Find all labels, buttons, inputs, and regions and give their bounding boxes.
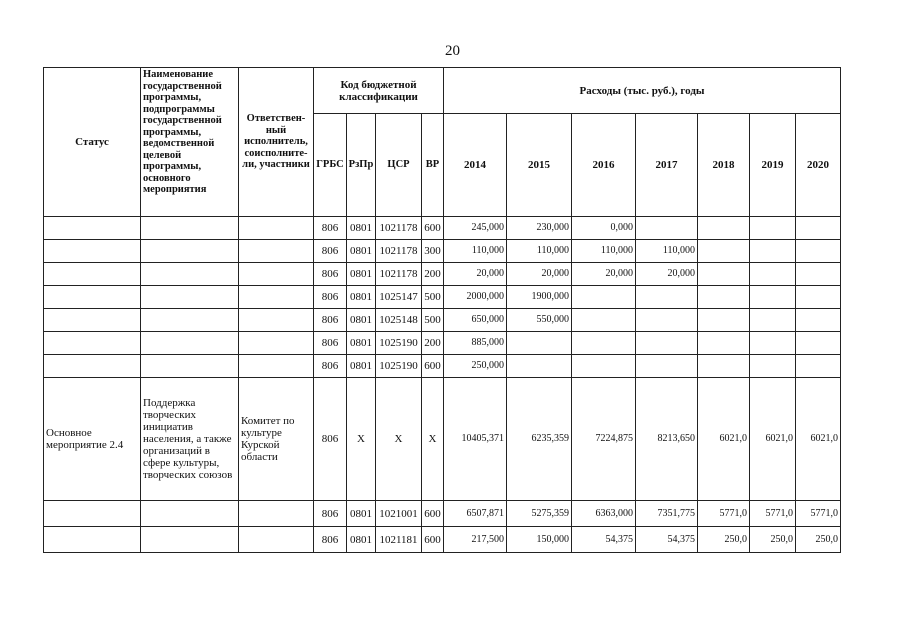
cell-value: 54,375 [636,527,698,553]
cell-value: 110,000 [444,240,507,263]
header-name: Наименование государственной программы, подпрограммы государственной программы, ведомственной целевой программы, основного мероприятия [141,68,239,217]
cell-value: 250,0 [698,527,750,553]
cell-grbs: 806 [314,240,347,263]
cell-value [796,286,841,309]
cell-csr: 1025147 [376,286,422,309]
table-row [44,217,841,240]
cell-name [141,217,239,240]
cell-value: 7351,775 [636,501,698,527]
cell-value: 1900,000 [507,286,572,309]
cell-csr: 1025190 [376,355,422,378]
cell-name [141,240,239,263]
cell-vr: 600 [422,355,444,378]
cell-responsible [239,309,314,332]
cell-responsible [239,263,314,286]
cell-responsible [239,217,314,240]
header-year: 2017 [636,114,698,217]
cell-value [698,355,750,378]
cell-grbs: 806 [314,309,347,332]
cell-csr: 1025148 [376,309,422,332]
cell-value: 8213,650 [636,378,698,501]
cell-grbs: 806 [314,263,347,286]
cell-value [796,217,841,240]
cell-value: 20,000 [636,263,698,286]
cell-value [698,240,750,263]
cell-grbs: 806 [314,217,347,240]
cell-vr: X [422,378,444,501]
cell-value: 7224,875 [572,378,636,501]
cell-grbs: 806 [314,286,347,309]
cell-name [141,286,239,309]
header-status: Статус [44,68,141,217]
cell-value: 20,000 [572,263,636,286]
cell-responsible: Комитет по культуре Курской области [239,378,314,501]
cell-value [572,309,636,332]
cell-vr: 300 [422,240,444,263]
cell-csr: 1021181 [376,527,422,553]
cell-name [141,309,239,332]
cell-value: 2000,000 [444,286,507,309]
cell-value: 217,500 [444,527,507,553]
page-number: 20 [445,43,460,59]
cell-rzpr: 0801 [347,309,376,332]
header-code-col: ВР [422,114,444,217]
cell-value: 110,000 [636,240,698,263]
cell-rzpr: 0801 [347,263,376,286]
cell-value [698,263,750,286]
header-year: 2014 [444,114,507,217]
cell-vr: 200 [422,263,444,286]
table-row [44,309,841,332]
header-year: 2018 [698,114,750,217]
cell-responsible [239,240,314,263]
table-row [44,355,841,378]
cell-value [698,309,750,332]
cell-value: 6021,0 [796,378,841,501]
cell-value: 5771,0 [750,501,796,527]
cell-value: 885,000 [444,332,507,355]
cell-value [572,286,636,309]
cell-name [141,332,239,355]
cell-value [698,332,750,355]
cell-status: Основное мероприятие 2.4 [44,378,141,501]
cell-value: 245,000 [444,217,507,240]
cell-rzpr: X [347,378,376,501]
cell-value: 20,000 [507,263,572,286]
cell-grbs: 806 [314,355,347,378]
cell-status [44,355,141,378]
cell-value [796,240,841,263]
cell-name [141,355,239,378]
cell-grbs: 806 [314,501,347,527]
cell-value: 5275,359 [507,501,572,527]
cell-status [44,527,141,553]
table-row [44,263,841,286]
cell-value: 6021,0 [750,378,796,501]
table-row [44,332,841,355]
cell-csr: 1021178 [376,217,422,240]
cell-value [698,217,750,240]
table-row [44,378,841,501]
cell-value: 250,000 [444,355,507,378]
header-expenses: Расходы (тыс. руб.), годы [444,68,841,114]
cell-rzpr: 0801 [347,332,376,355]
cell-value [572,355,636,378]
cell-csr: 1021178 [376,263,422,286]
cell-value: 230,000 [507,217,572,240]
cell-vr: 500 [422,309,444,332]
cell-value [636,355,698,378]
cell-rzpr: 0801 [347,240,376,263]
cell-value [750,286,796,309]
cell-value: 20,000 [444,263,507,286]
cell-responsible [239,355,314,378]
cell-value: 150,000 [507,527,572,553]
cell-grbs: 806 [314,378,347,501]
cell-value: 6021,0 [698,378,750,501]
cell-value: 54,375 [572,527,636,553]
header-year: 2015 [507,114,572,217]
cell-vr: 600 [422,501,444,527]
cell-status [44,263,141,286]
cell-vr: 600 [422,527,444,553]
header-code-col: ГРБС [314,114,347,217]
cell-rzpr: 0801 [347,217,376,240]
cell-value: 110,000 [507,240,572,263]
cell-value [636,217,698,240]
cell-value [572,332,636,355]
cell-value: 10405,371 [444,378,507,501]
header-year: 2016 [572,114,636,217]
cell-rzpr: 0801 [347,501,376,527]
cell-grbs: 806 [314,332,347,355]
cell-status [44,286,141,309]
cell-csr: 1021001 [376,501,422,527]
cell-value [636,309,698,332]
cell-name: Поддержка творческих инициатив населения, а также организаций в сфере культуры, творческих союзов [141,378,239,501]
cell-vr: 500 [422,286,444,309]
cell-responsible [239,501,314,527]
header-code-col: ЦСР [376,114,422,217]
cell-name [141,263,239,286]
cell-value: 110,000 [572,240,636,263]
cell-value: 6507,871 [444,501,507,527]
cell-value [796,332,841,355]
cell-status [44,309,141,332]
table-body [44,217,841,553]
cell-value [796,263,841,286]
cell-responsible [239,527,314,553]
cell-name [141,527,239,553]
cell-value: 6363,000 [572,501,636,527]
cell-value [750,355,796,378]
cell-csr: X [376,378,422,501]
cell-value: 250,0 [750,527,796,553]
table-row [44,501,841,527]
cell-csr: 1025190 [376,332,422,355]
cell-value [698,286,750,309]
cell-name [141,501,239,527]
cell-rzpr: 0801 [347,527,376,553]
cell-value: 0,000 [572,217,636,240]
cell-value [507,355,572,378]
cell-responsible [239,332,314,355]
cell-value [796,309,841,332]
cell-status [44,240,141,263]
cell-value: 6235,359 [507,378,572,501]
cell-value [750,309,796,332]
cell-value: 5771,0 [796,501,841,527]
cell-value [750,217,796,240]
cell-status [44,332,141,355]
cell-value [507,332,572,355]
cell-value [750,240,796,263]
cell-rzpr: 0801 [347,355,376,378]
budget-table [43,67,841,553]
cell-value [750,263,796,286]
header-budget-code: Код бюджетной классификации [314,68,444,114]
cell-value [796,355,841,378]
cell-grbs: 806 [314,527,347,553]
cell-vr: 600 [422,217,444,240]
cell-value: 550,000 [507,309,572,332]
table-row [44,240,841,263]
cell-vr: 200 [422,332,444,355]
table-row [44,527,841,553]
cell-rzpr: 0801 [347,286,376,309]
cell-value [636,332,698,355]
header-year: 2019 [750,114,796,217]
cell-status [44,217,141,240]
header-responsible: Ответствен-ный исполнитель, соисполните-ли, участники [239,68,314,217]
cell-value [750,332,796,355]
header-code-col: РзПр [347,114,376,217]
cell-value: 650,000 [444,309,507,332]
cell-value: 250,0 [796,527,841,553]
cell-responsible [239,286,314,309]
table-row [44,286,841,309]
cell-status [44,501,141,527]
cell-csr: 1021178 [376,240,422,263]
cell-value: 5771,0 [698,501,750,527]
header-year: 2020 [796,114,841,217]
cell-value [636,286,698,309]
